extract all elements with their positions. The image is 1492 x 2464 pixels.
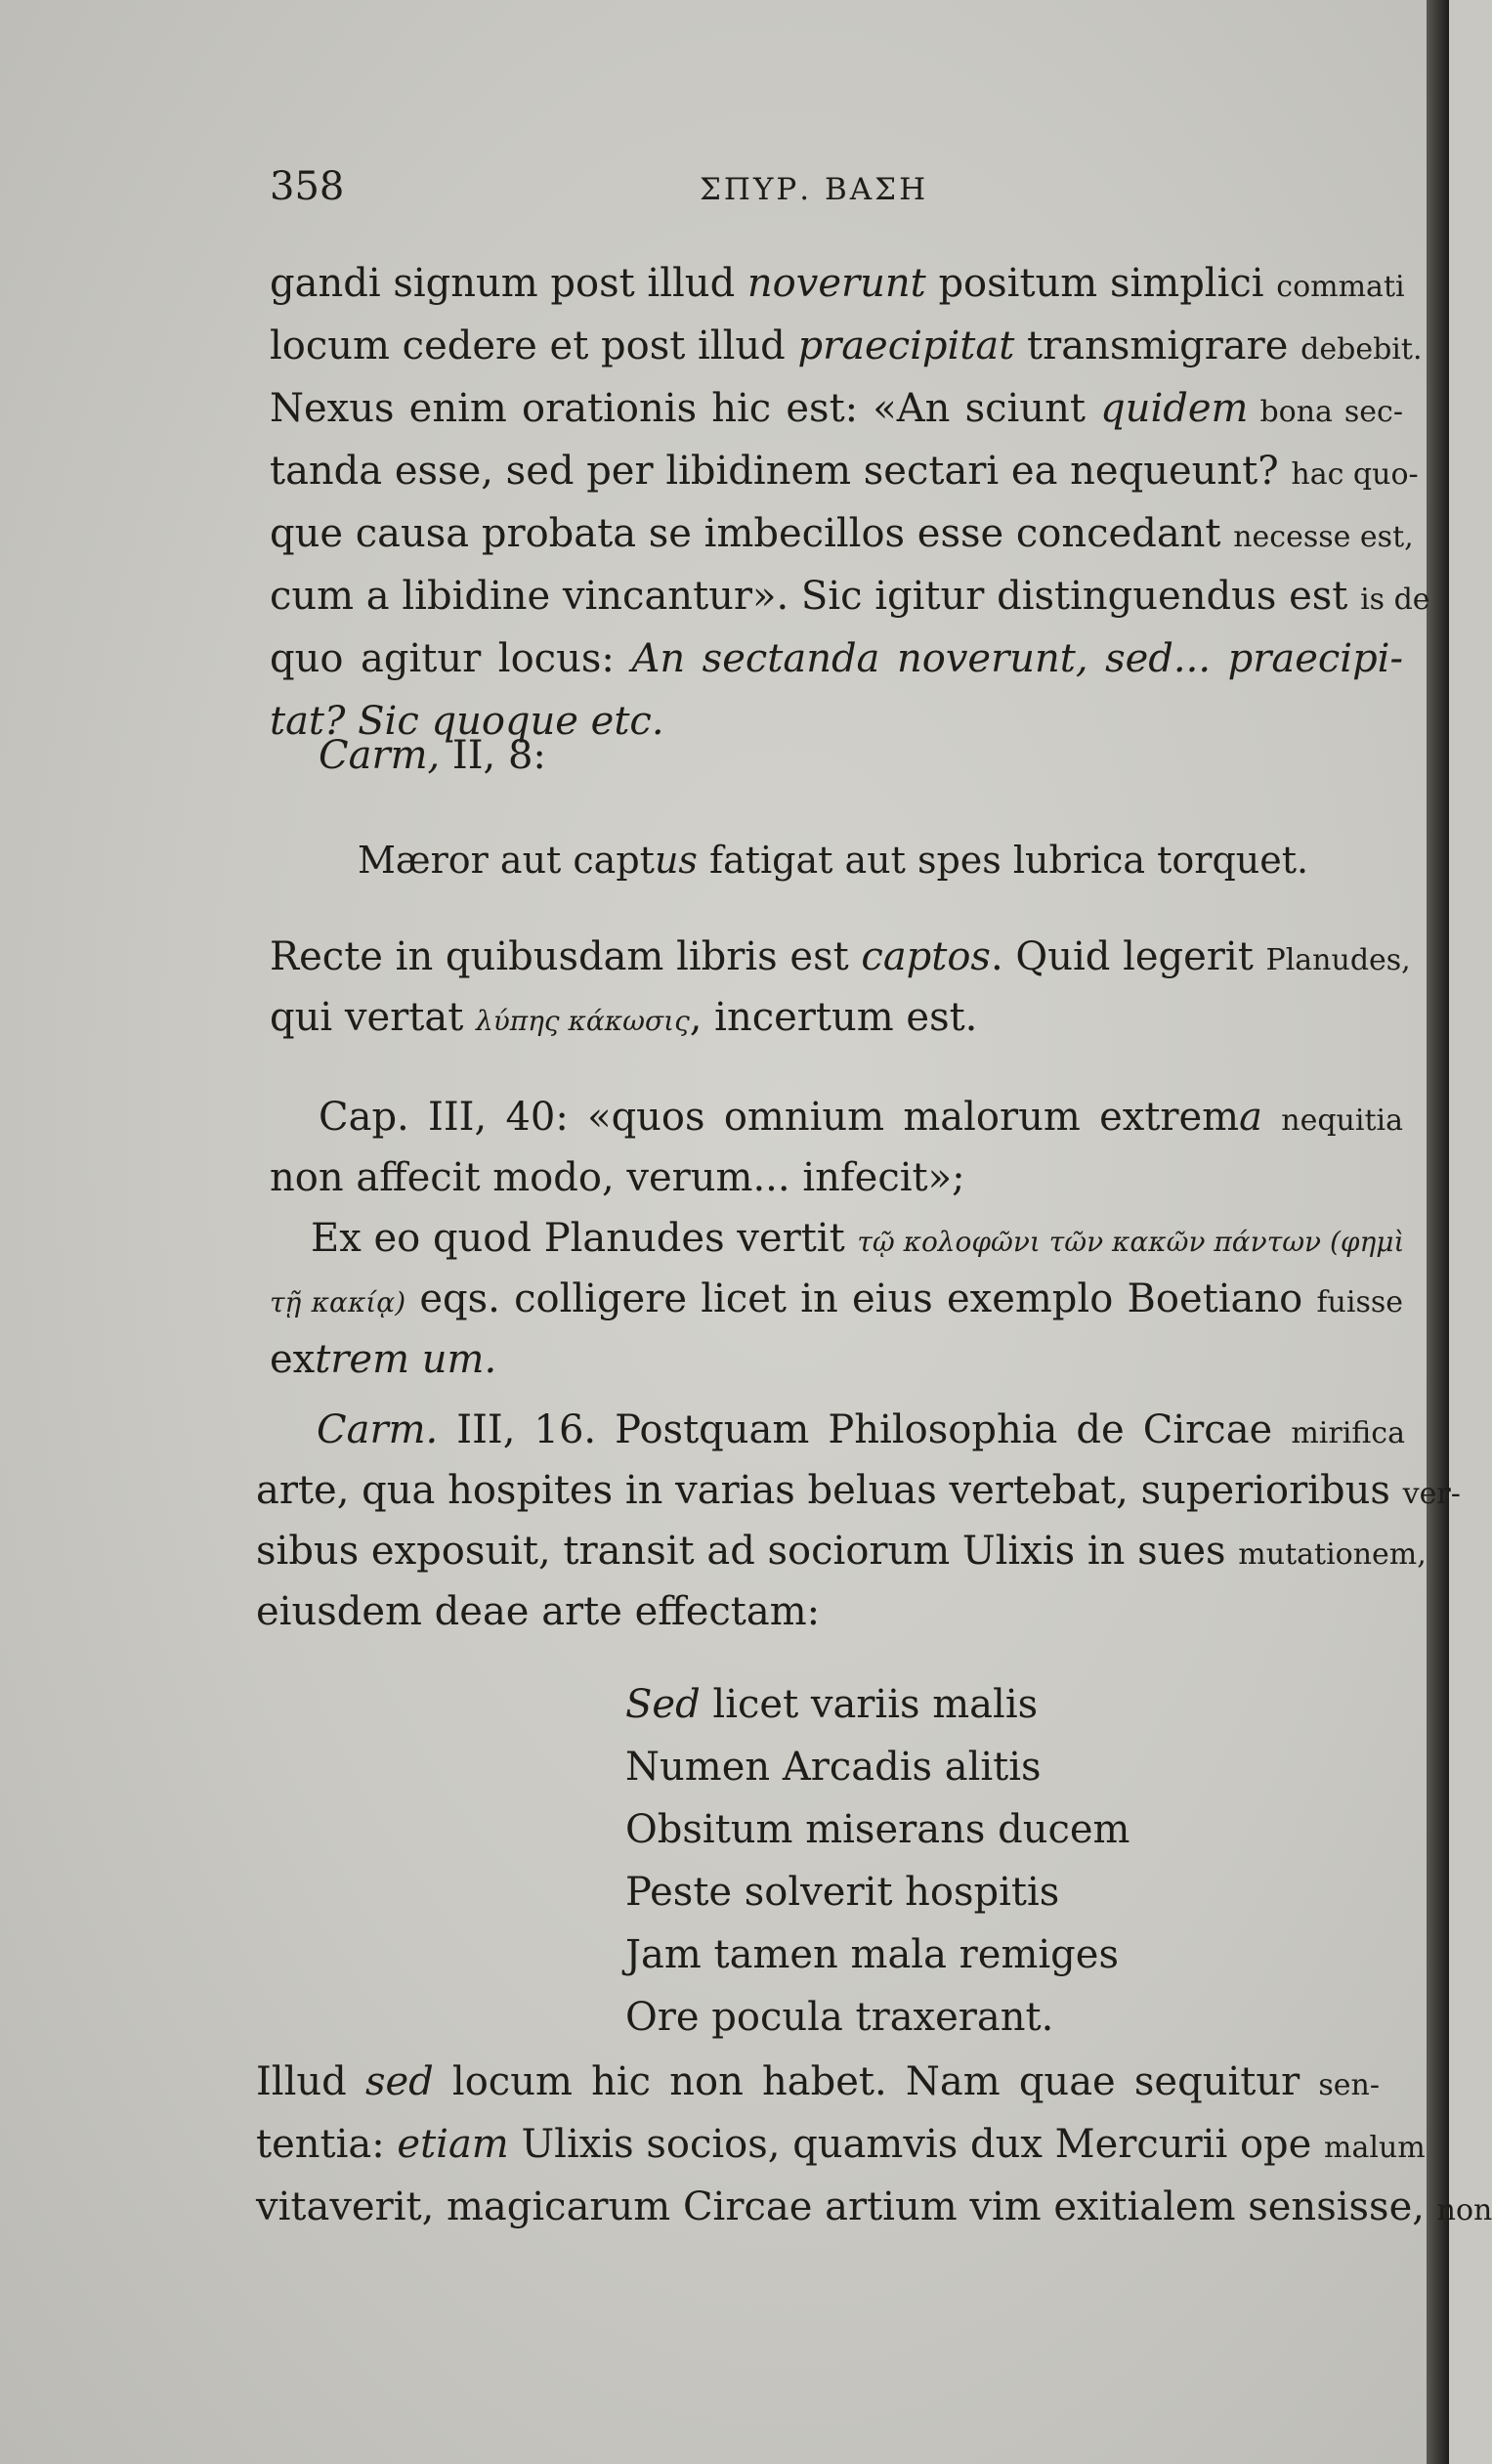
verse-line: Numen Arcadis alitis [625,1745,1042,1790]
text-line: tanda esse, sed per libidinem sectari ea nequeunt? hac quo- [270,449,1419,494]
verse-line: Obsitum miserans ducem [625,1807,1130,1852]
text-line: arte, qua hospites in varias beluas vertebat, superioribus ver- [256,1468,1461,1513]
text-line: sibus exposuit, transit ad sociorum Ulixis in sues mutationem, [256,1529,1427,1574]
paragraph-illud-sed [256,2051,1492,2238]
verse-line: Peste solverit hospitis [625,1870,1060,1915]
text-line: Nexus enim orationis hic est: «An sciunt quidem bona sec- [270,386,1403,431]
text-line: extrem um. [270,1337,497,1382]
running-header [270,164,1403,223]
verse-quotation [625,1673,1130,2049]
text-line: quo agitur locus: An sectanda noverunt, sed... praecipi- [270,636,1403,681]
text-line: tentia: etiam Ulixis socios, quamvis dux Mercurii ope malum [256,2122,1426,2167]
text-line: cum a libidine vincantur». Sic igitur distinguendus est is de [270,574,1430,619]
text-line: Illud sed locum hic non habet. Nam quae sequitur sen- [256,2059,1381,2104]
running-title: ΣΠΥΡ. ΒΑΣΗ [700,172,929,207]
text-line: gandi signum post illud noverunt positum simplici commati [270,261,1405,306]
text-line: que causa probata se imbecillos esse concedant necesse est, [270,511,1414,556]
paragraph-captos [270,927,1411,1048]
verse-line: Ore pocula traxerant. [625,1995,1054,2040]
quoted-verse-line: Mæror aut captus fatigat aut spes lubrica torquet. [358,839,1309,882]
text-line: Cap. III, 40: «quos omnium malorum extrema nequitia [319,1095,1403,1140]
paragraph-carm-iii-16 [256,1400,1461,1642]
text-line: vitaverit, magicarum Circae artium vim exitialem sensisse, non [256,2184,1492,2229]
page-edge-shadow [1427,0,1449,2464]
text-line: Recte in quibusdam libris est captos. Quid legerit Planudes, [270,934,1411,979]
text-line: Carm. III, 16. Postquam Philosophia de Circae mirifica [317,1407,1405,1452]
paragraph-cap-iii-40 [270,1087,1403,1390]
text-line: Ex eo quod Planudes vertit τῷ κολοφῶνι τῶν κακῶν πάντων (φημὶ [311,1216,1405,1261]
page-number: 358 [270,164,345,209]
section-heading-carm-ii-8: Carm, II, 8: [319,733,546,778]
text-line: tat? Sic quoque etc. [270,699,664,744]
text-line: non affecit modo, verum... infecit»; [270,1155,965,1200]
text-line: eiusdem deae arte effectam: [256,1589,821,1634]
verse-line: Sed licet variis malis [625,1682,1039,1727]
text-line: τῇ κακίᾳ) eqs. colligere licet in eius exemplo Boetiano fuisse [270,1276,1404,1321]
verse-line: Jam tamen mala remiges [625,1932,1119,1977]
paragraph-noverunt [270,252,1430,753]
text-line: locum cedere et post illud praecipitat transmigrare debebit. [270,324,1423,368]
text-line: qui vertat λύπης κάκωσις, incertum est. [270,995,978,1040]
